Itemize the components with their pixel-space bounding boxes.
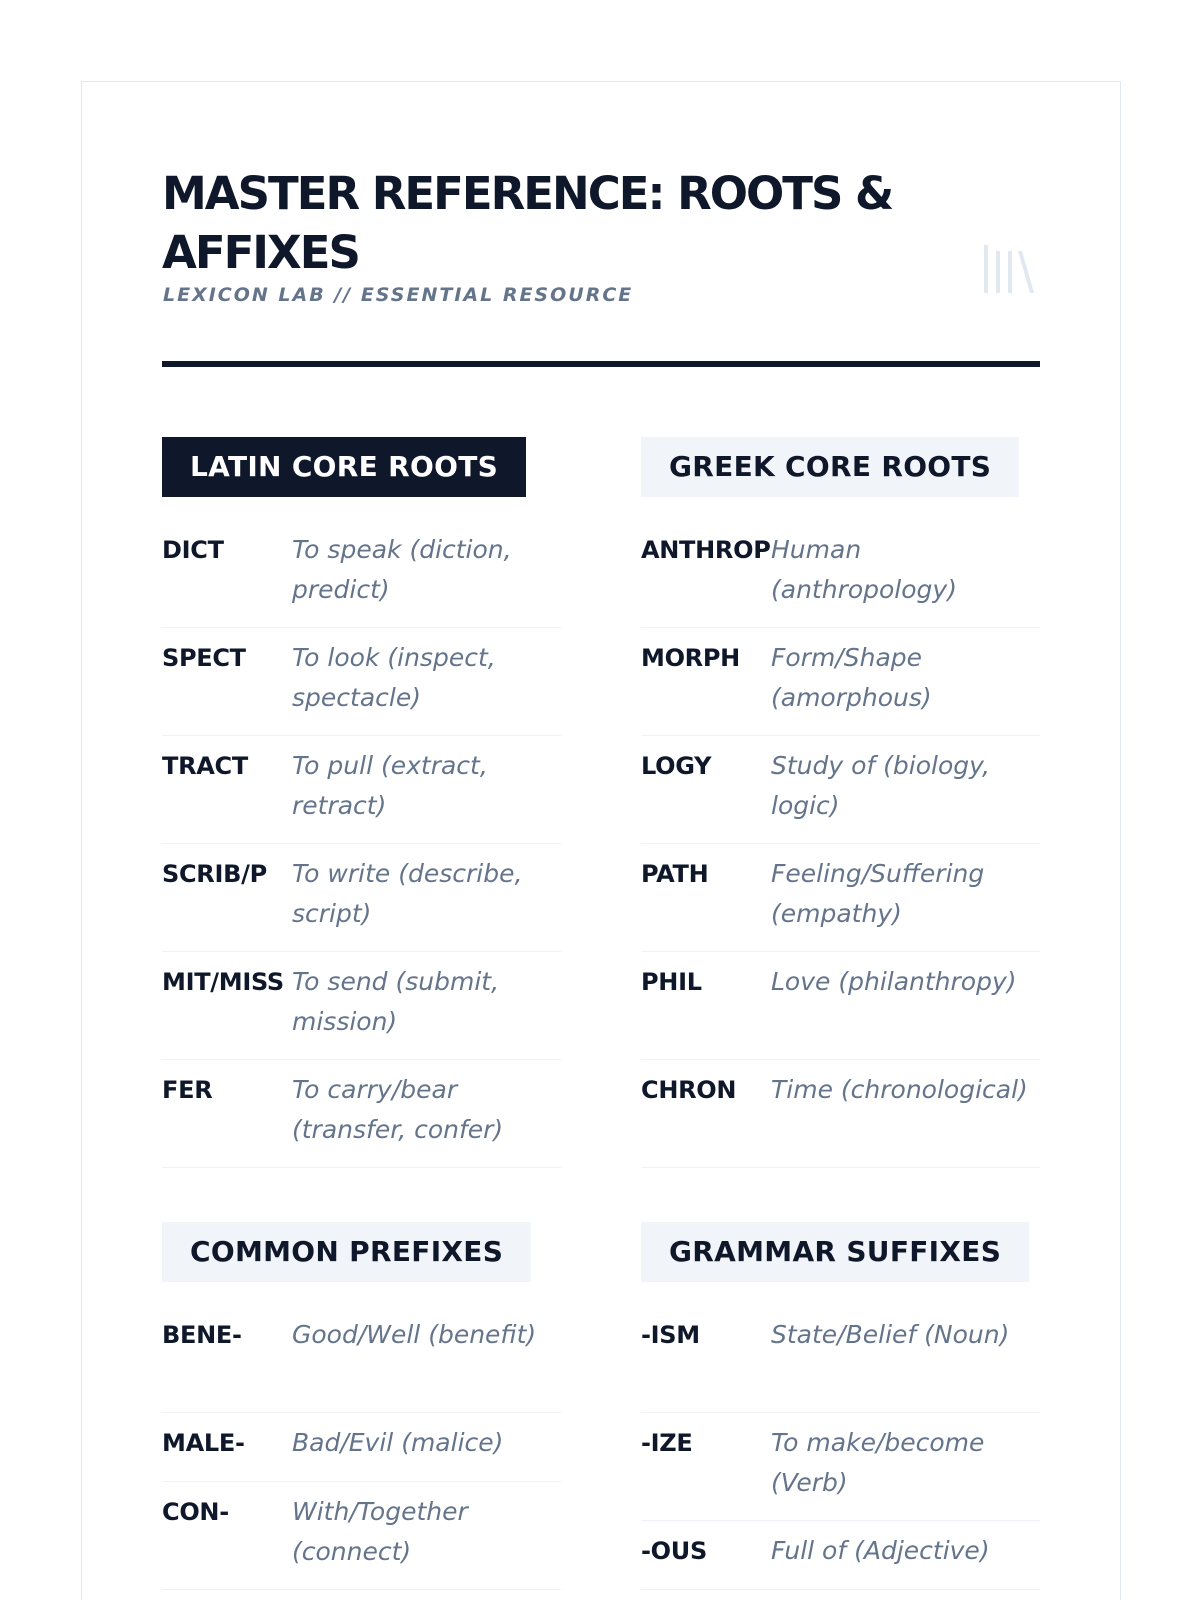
entry-definition: Human (anthropology): [771, 535, 957, 604]
list-item: [641, 1060, 1040, 1168]
entry-term: LOGY: [641, 752, 712, 780]
entry-term: MALE-: [162, 1429, 245, 1457]
section-header-greek-roots: GREEK CORE ROOTS: [641, 437, 1019, 497]
list-item: [162, 952, 561, 1060]
entry-definition: Good/Well (benefit): [292, 1320, 537, 1349]
header-divider: [162, 361, 1040, 367]
entry-term: -OUS: [641, 1537, 707, 1565]
list-item: [641, 520, 1040, 628]
entry-definition: With/Together (connect): [292, 1497, 468, 1566]
entry-definition: Bad/Evil (malice): [292, 1428, 504, 1457]
list-item: [162, 1482, 561, 1590]
entry-definition: To send (submit, mission): [292, 967, 500, 1036]
entry-term: TRACT: [162, 752, 248, 780]
list-item: [641, 1521, 1040, 1590]
entry-definition: Feeling/Suffering (empathy): [771, 859, 985, 928]
entry-definition: To look (inspect, spectacle): [292, 643, 496, 712]
entry-definition: Study of (biology, logic): [771, 751, 990, 820]
entry-definition: Time (chronological): [771, 1075, 1028, 1104]
section-header-suffixes: GRAMMAR SUFFIXES: [641, 1222, 1029, 1282]
page-subtitle: LEXICON LAB // ESSENTIAL RESOURCE: [163, 284, 634, 306]
entry-definition: Full of (Adjective): [771, 1536, 990, 1565]
list-item: [641, 736, 1040, 844]
section-header-prefixes: COMMON PREFIXES: [162, 1222, 531, 1282]
entry-definition: To speak (diction, predict): [292, 535, 512, 604]
list-item: [162, 1305, 561, 1413]
entry-term: CON-: [162, 1498, 229, 1526]
entry-definition: Love (philanthropy): [771, 967, 1017, 996]
entry-term: MORPH: [641, 644, 740, 672]
list-item: [162, 736, 561, 844]
entry-term: ANTHROP: [641, 536, 771, 564]
entry-term: -IZE: [641, 1429, 693, 1457]
section-suffixes: [641, 1222, 1040, 1590]
entry-definition: State/Belief (Noun): [771, 1320, 1010, 1349]
section-latin-roots: [162, 437, 561, 1168]
entry-definition: Form/Shape (amorphous): [771, 643, 932, 712]
entry-definition: To carry/bear (transfer, confer): [292, 1075, 504, 1144]
entry-term: SPECT: [162, 644, 246, 672]
entry-definition: To make/become (Verb): [771, 1428, 985, 1497]
entry-term: BENE-: [162, 1321, 242, 1349]
entry-term: MIT/MISS: [162, 968, 284, 996]
entry-term: PATH: [641, 860, 709, 888]
list-item: [641, 628, 1040, 736]
entry-definition: To write (describe, script): [292, 859, 523, 928]
list-item: [641, 1305, 1040, 1413]
page-title: MASTER REFERENCE: ROOTS & AFFIXES: [162, 167, 893, 279]
entry-definition: To pull (extract, retract): [292, 751, 488, 820]
entry-term: SCRIB/P: [162, 860, 267, 888]
section-header-latin-roots: LATIN CORE ROOTS: [162, 437, 526, 497]
list-item: [641, 844, 1040, 952]
library-books-icon: [980, 243, 1036, 295]
list-item: [641, 952, 1040, 1060]
entry-term: FER: [162, 1076, 213, 1104]
entry-term: CHRON: [641, 1076, 737, 1104]
list-item: [162, 628, 561, 736]
list-item: [641, 1413, 1040, 1521]
list-item: [162, 520, 561, 628]
section-prefixes: [162, 1222, 561, 1590]
entry-term: DICT: [162, 536, 224, 564]
list-item: [162, 844, 561, 952]
list-item: [162, 1413, 561, 1482]
entry-term: PHIL: [641, 968, 702, 996]
entry-term: -ISM: [641, 1321, 700, 1349]
section-greek-roots: [641, 437, 1040, 1168]
list-item: [162, 1060, 561, 1168]
